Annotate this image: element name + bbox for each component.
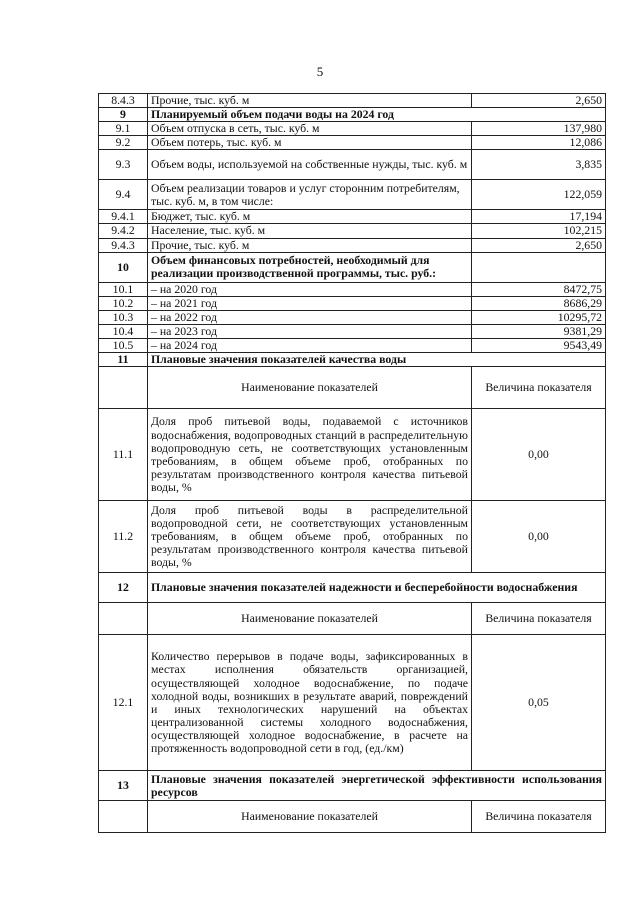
row-label: – на 2023 год — [148, 324, 472, 338]
name-column-header: Наименование показателей — [148, 801, 472, 833]
production-program-table — [98, 93, 606, 833]
row-number: 10.5 — [99, 339, 148, 353]
page-number: 5 — [316, 64, 324, 79]
row-label: Доля проб питьевой воды в распределительной водопроводной сети, не соответствующих установленным требованиям, в общем объеме проб, отобранных по результатам производственного контроля качества питьевой воды, % — [148, 501, 472, 573]
row-value: 10295,72 — [472, 310, 606, 324]
table-row — [99, 635, 606, 771]
value-column-header: Величина показателя — [472, 603, 606, 635]
row-number: 10.3 — [99, 310, 148, 324]
section-header-row — [99, 573, 606, 603]
section-title: Плановые значения показателей энергетической эффективности использования ресурсов — [148, 771, 606, 801]
row-number: 9.3 — [99, 150, 148, 180]
row-number: 10.4 — [99, 324, 148, 338]
section-title: Объем финансовых потребностей, необходимый для реализации производственной программы, тыс. руб.: — [148, 252, 472, 282]
table-row — [99, 339, 606, 353]
section-number: 9 — [99, 108, 148, 122]
row-number: 9.4 — [99, 180, 148, 210]
column-header-row — [99, 367, 606, 409]
row-value: 9543,49 — [472, 339, 606, 353]
column-header-row — [99, 603, 606, 635]
table-row — [99, 122, 606, 136]
row-value: 0,05 — [472, 635, 606, 771]
table-row — [99, 94, 606, 108]
section-title: Плановые значения показателей надежности и бесперебойности водоснабжения — [148, 573, 606, 603]
row-number: 11.2 — [99, 501, 148, 573]
row-label: Прочие, тыс. куб. м — [148, 94, 472, 108]
row-number: 9.4.3 — [99, 238, 148, 252]
row-number: 9.4.2 — [99, 224, 148, 238]
row-label: Объем потерь, тыс. куб. м — [148, 136, 472, 150]
row-number: 9.4.1 — [99, 210, 148, 224]
table-row — [99, 501, 606, 573]
empty-cell — [99, 603, 148, 635]
row-value: 2,650 — [472, 94, 606, 108]
row-number: 9.1 — [99, 122, 148, 136]
section-title: Плановые значения показателей качества воды — [148, 353, 606, 367]
row-number: 12.1 — [99, 635, 148, 771]
table-row — [99, 180, 606, 210]
row-value: 3,835 — [472, 150, 606, 180]
row-label: Объем воды, используемой на собственные нужды, тыс. куб. м — [148, 150, 472, 180]
table-row — [99, 238, 606, 252]
name-column-header: Наименование показателей — [148, 603, 472, 635]
empty-cell — [99, 801, 148, 833]
table-row — [99, 324, 606, 338]
row-label: – на 2024 год — [148, 339, 472, 353]
section-header-row — [99, 353, 606, 367]
table-row — [99, 150, 606, 180]
row-label: Объем реализации товаров и услуг сторонним потребителям, тыс. куб. м, в том числе: — [148, 180, 472, 210]
section-header-row — [99, 771, 606, 801]
value-column-header: Величина показателя — [472, 801, 606, 833]
empty-cell — [99, 367, 148, 409]
table-row — [99, 409, 606, 501]
section-header-row — [99, 252, 606, 282]
table-row — [99, 224, 606, 238]
table-row — [99, 310, 606, 324]
table-row — [99, 210, 606, 224]
row-value: 0,00 — [472, 409, 606, 501]
section-number: 10 — [99, 252, 148, 282]
row-label: Прочие, тыс. куб. м — [148, 238, 472, 252]
value-column-header: Величина показателя — [472, 367, 606, 409]
row-label: Доля проб питьевой воды, подаваемой с источников водоснабжения, водопроводных станций в распределительную водопроводную сеть, не соответствующих установленным требованиям, в общем объеме проб, отобранных по результатам производственного контроля качества питьевой воды, % — [148, 409, 472, 501]
empty-cell — [472, 252, 606, 282]
row-number: 9.2 — [99, 136, 148, 150]
row-value: 122,059 — [472, 180, 606, 210]
row-number: 11.1 — [99, 409, 148, 501]
section-header-row — [99, 108, 606, 122]
table-row — [99, 282, 606, 296]
table-row — [99, 136, 606, 150]
row-value: 8472,75 — [472, 282, 606, 296]
row-number: 10.2 — [99, 296, 148, 310]
row-label: – на 2020 год — [148, 282, 472, 296]
name-column-header: Наименование показателей — [148, 367, 472, 409]
row-label: – на 2021 год — [148, 296, 472, 310]
row-value: 17,194 — [472, 210, 606, 224]
row-label: – на 2022 год — [148, 310, 472, 324]
table-row — [99, 296, 606, 310]
row-value: 12,086 — [472, 136, 606, 150]
row-label: Население, тыс. куб. м — [148, 224, 472, 238]
row-number: 8.4.3 — [99, 94, 148, 108]
row-value: 2,650 — [472, 238, 606, 252]
column-header-row — [99, 801, 606, 833]
row-label: Количество перерывов в подаче воды, зафиксированных в местах исполнения обязательств организацией, осуществляющей холодное водоснабжение, по подаче холодной воды, возникших в результате аварий, повреждений и иных технологических нарушений на объектах централизованной системы холодного водоснабжения, осуществляющей холодное водоснабжение, в расчете на протяженность водопроводной сети в год, (ед./км) — [148, 635, 472, 771]
row-value: 137,980 — [472, 122, 606, 136]
row-number: 10.1 — [99, 282, 148, 296]
row-value: 0,00 — [472, 501, 606, 573]
section-number: 13 — [99, 771, 148, 801]
section-number: 12 — [99, 573, 148, 603]
row-value: 8686,29 — [472, 296, 606, 310]
section-title: Планируемый объем подачи воды на 2024 год — [148, 108, 606, 122]
row-value: 9381,29 — [472, 324, 606, 338]
section-number: 11 — [99, 353, 148, 367]
row-label: Бюджет, тыс. куб. м — [148, 210, 472, 224]
row-label: Объем отпуска в сеть, тыс. куб. м — [148, 122, 472, 136]
row-value: 102,215 — [472, 224, 606, 238]
